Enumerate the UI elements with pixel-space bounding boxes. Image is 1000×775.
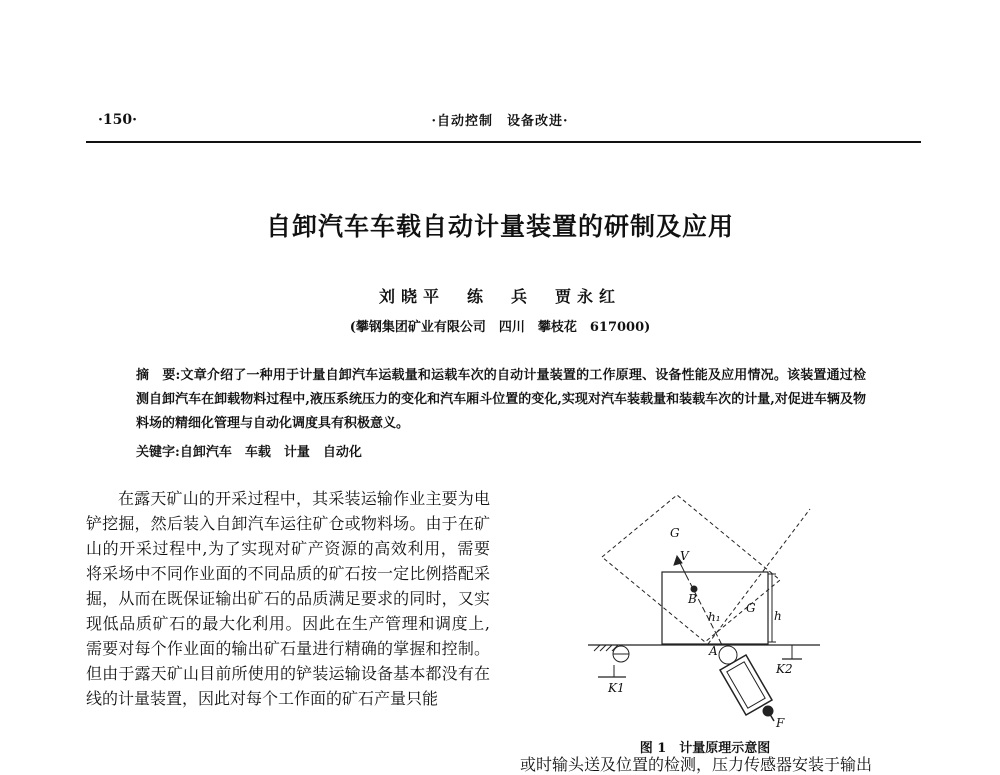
label-k2: K2 <box>776 662 793 676</box>
label-f: F <box>776 716 785 730</box>
affiliation: (攀钢集团矿业有限公司 四川 攀枝花 617000) <box>349 320 651 335</box>
abstract <box>136 364 866 436</box>
label-k1: K1 <box>608 681 625 695</box>
ground-hatch-2 <box>600 645 606 651</box>
label-h1: h₁ <box>708 610 721 624</box>
label-a: A <box>709 644 718 658</box>
hydraulic-cylinder-inner <box>727 662 765 708</box>
tilted-load-outline <box>602 495 780 642</box>
right-column-text: 或时输头送及位置的检测，压力传感器安装于输出 <box>520 755 873 774</box>
abstract-text: 文章介绍了一种用于计量自卸汽车运载量和运载车次的自动计量装置的工作原理、设备性能及应用情况。该装置通过检测自卸汽车在卸载物料过程中,液压系统压力的变化和汽车厢斗位置的变化,实现对汽车装载量和装载车次的计量,对促进车辆及物料场的精细化管理与自动化调度具有积极意义。 <box>136 368 866 431</box>
article-title: 自卸汽车车载自动计量装置的研制及应用 <box>265 212 734 241</box>
page-number: ·150· <box>98 112 137 128</box>
label-h: h <box>774 609 782 623</box>
tilt-guide-line <box>708 509 810 644</box>
header-rule <box>86 141 921 143</box>
ground-hatch-1 <box>594 645 600 651</box>
keywords <box>136 441 866 460</box>
ground-hatch-3 <box>606 645 612 651</box>
label-v: V <box>680 549 689 563</box>
abstract-label: 摘 要: <box>136 368 181 383</box>
keywords-text: 自卸汽车 车载 计量 自动化 <box>179 445 362 460</box>
label-g-box: G <box>746 601 756 615</box>
body-paragraph: 在露天矿山的开采过程中，其采装运输作业主要为电铲挖掘，然后装入自卸汽车运往矿仓或物料场。由于在矿山的开采过程中,为了实现对矿产资源的高效利用，需要将采场中不同作业面的不同品质的矿石按一定比例搭配采掘，从而在既保证输出矿石的品质满足要求的同时，又实现低品质矿石的最大化利用。因此在生产管理和调度上,需要对每个作业面的输出矿石量进行精确的掌握和控制。但由于露天矿山目前所使用的铲装运输设备基本都没有在线的计量装置，因此对每个工作面的矿石产量只能 <box>86 489 490 708</box>
authors: 刘晓平 练 兵 贾永红 <box>378 287 621 306</box>
label-g-tilted: G <box>670 526 680 540</box>
running-header: ·自动控制 设备改进· <box>431 114 569 129</box>
label-b: B <box>688 592 697 606</box>
keywords-label: 关键字: <box>136 445 180 460</box>
figure-caption: 图 1 计量原理示意图 <box>639 741 771 756</box>
measurement-principle-figure <box>570 487 840 732</box>
